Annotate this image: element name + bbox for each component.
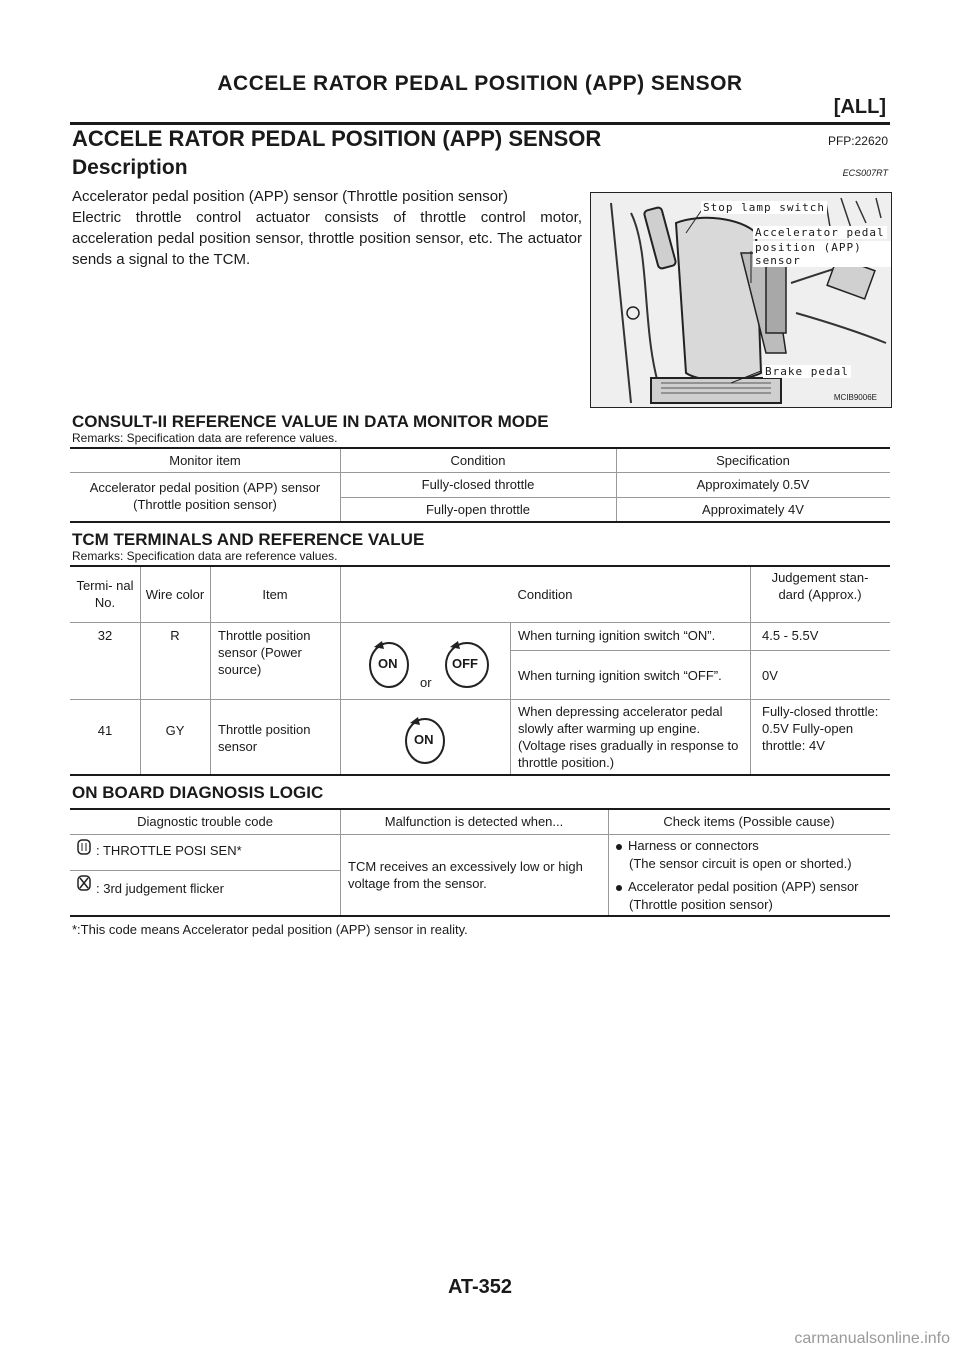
section-tag: [ALL] — [833, 96, 886, 118]
consult-remarks: Remarks: Specification data are reference values. — [72, 431, 338, 445]
tcm-header-item: Item — [262, 587, 288, 602]
obd-table-bottom — [70, 915, 890, 917]
consult-header-monitor: Monitor item — [169, 453, 241, 468]
tcm-judge-32-on: 4.5 - 5.5V — [762, 628, 819, 643]
obd-code-1: : THROTTLE POSI SEN* — [96, 843, 242, 858]
consult-header-condition: Condition — [450, 453, 506, 468]
consult-header-spec: Specification — [716, 453, 790, 468]
page-title: ACCELE RATOR PEDAL POSITION (APP) SENSOR — [72, 126, 602, 151]
header-rule — [70, 122, 890, 125]
consult-table-bottom — [70, 521, 890, 523]
consult-condition-open: Fully-open throttle — [425, 502, 531, 517]
obd-table — [70, 810, 890, 916]
ignition-off-text: OFF — [452, 656, 478, 671]
tcm-remarks: Remarks: Specification data are reference values. — [72, 549, 338, 563]
flicker-lamp-icon — [76, 874, 92, 892]
tcm-judge-41: Fully-closed throttle: 0.5V Fully-open throttle: 4V — [762, 704, 879, 753]
obd-heading: ON BOARD DIAGNOSIS LOGIC — [72, 783, 324, 802]
obd-header-malfunction: Malfunction is detected when... — [384, 814, 564, 829]
tcm-table — [70, 567, 890, 775]
ignition-on-text: ON — [378, 656, 398, 671]
obd-footnote: *:This code means Accelerator pedal position (APP) sensor in reality. — [72, 922, 468, 937]
tcm-header-terminal: Termi- nal No. — [76, 578, 134, 610]
obd-header-dtc: Diagnostic trouble code — [137, 814, 273, 829]
pfp-code: PFP:22620 — [827, 134, 888, 148]
obd-header-check: Check items (Possible cause) — [663, 814, 835, 829]
tcm-item-41: Throttle position sensor — [218, 722, 311, 754]
tcm-judge-32-off: 0V — [762, 668, 778, 683]
obd-code-2: : 3rd judgement flicker — [96, 881, 224, 896]
tcm-table-bottom — [70, 774, 890, 776]
consult-spec-open: Approximately 4V — [702, 502, 804, 517]
tcm-header-condition: Condition — [517, 587, 573, 602]
label-stop-lamp-switch: Stop lamp switch — [703, 201, 825, 214]
description-line1: Accelerator pedal position (APP) sensor (Throttle position sensor) — [72, 188, 509, 205]
tcm-terminal-41: 41 — [97, 723, 113, 738]
label-app-sensor-1: Accelerator pedal — [755, 226, 885, 239]
section-code: ECS007RT — [842, 168, 888, 178]
page-number: AT-352 — [447, 1276, 513, 1298]
running-title: ACCELE RATOR PEDAL POSITION (APP) SENSOR — [217, 72, 743, 95]
tcm-header-wire: Wire color — [145, 587, 205, 602]
tcm-item-32: Throttle position sensor (Power source) — [218, 628, 311, 677]
obd-malfunction: TCM receives an excessively low or high voltage from the sensor. — [348, 859, 583, 891]
obd-check-2a-text: Accelerator pedal position (APP) sensor — [628, 879, 859, 894]
tcm-cond-41: When depressing accelerator pedal slowly after warming up engine. (Voltage rises gradually in response to throttle position.) — [518, 704, 739, 770]
tcm-or-text: or — [420, 675, 432, 690]
watermark: carmanualsonline.info — [794, 1330, 950, 1347]
label-brake-pedal: Brake pedal — [765, 365, 849, 378]
consult-spec-closed: Approximately 0.5V — [696, 477, 810, 492]
bullet-icon — [616, 885, 622, 891]
tcm-wire-32: R — [170, 628, 180, 643]
ignition-on-text-41: ON — [414, 732, 434, 747]
figure-code: MCIB9006E — [833, 393, 877, 402]
pedal-figure — [590, 192, 892, 408]
tcm-terminal-32: 32 — [97, 628, 113, 643]
consult-condition-closed: Fully-closed throttle — [421, 477, 535, 492]
description-heading: Description — [72, 156, 188, 179]
tcm-wire-41: GY — [165, 723, 185, 738]
tcm-heading: TCM TERMINALS AND REFERENCE VALUE — [72, 530, 425, 549]
consult-monitor-item: Accelerator pedal position (APP) sensor (Throttle position sensor) — [89, 480, 321, 512]
dtc-lamp-icon — [76, 838, 92, 856]
tcm-cond-32-off: When turning ignition switch “OFF”. — [518, 668, 722, 683]
ignition-on-icon — [366, 637, 412, 689]
obd-check-1a — [616, 837, 886, 854]
tcm-header-judgement: Judgement stan- dard (Approx.) — [771, 570, 869, 602]
obd-check-2a — [616, 878, 886, 895]
ignition-off-icon — [442, 637, 492, 689]
ignition-on-icon-41 — [402, 713, 448, 765]
label-app-sensor-2: position (APP) sensor — [753, 241, 891, 267]
consult-table — [70, 449, 890, 522]
consult-heading: CONSULT-II REFERENCE VALUE IN DATA MONITOR MODE — [72, 412, 549, 431]
tcm-cond-32-on: When turning ignition switch “ON”. — [518, 628, 716, 643]
bullet-icon — [616, 844, 622, 850]
description-paragraph: Electric throttle control actuator consists of throttle control motor, acceleration pedal position sensor, throttle position sensor, etc. The actuator sends a signal to the TCM. — [72, 209, 582, 268]
obd-check-2b: (Throttle position sensor) — [629, 897, 773, 912]
obd-check-1b: (The sensor circuit is open or shorted.) — [629, 856, 852, 871]
obd-check-1a-text: Harness or connectors — [628, 838, 759, 853]
